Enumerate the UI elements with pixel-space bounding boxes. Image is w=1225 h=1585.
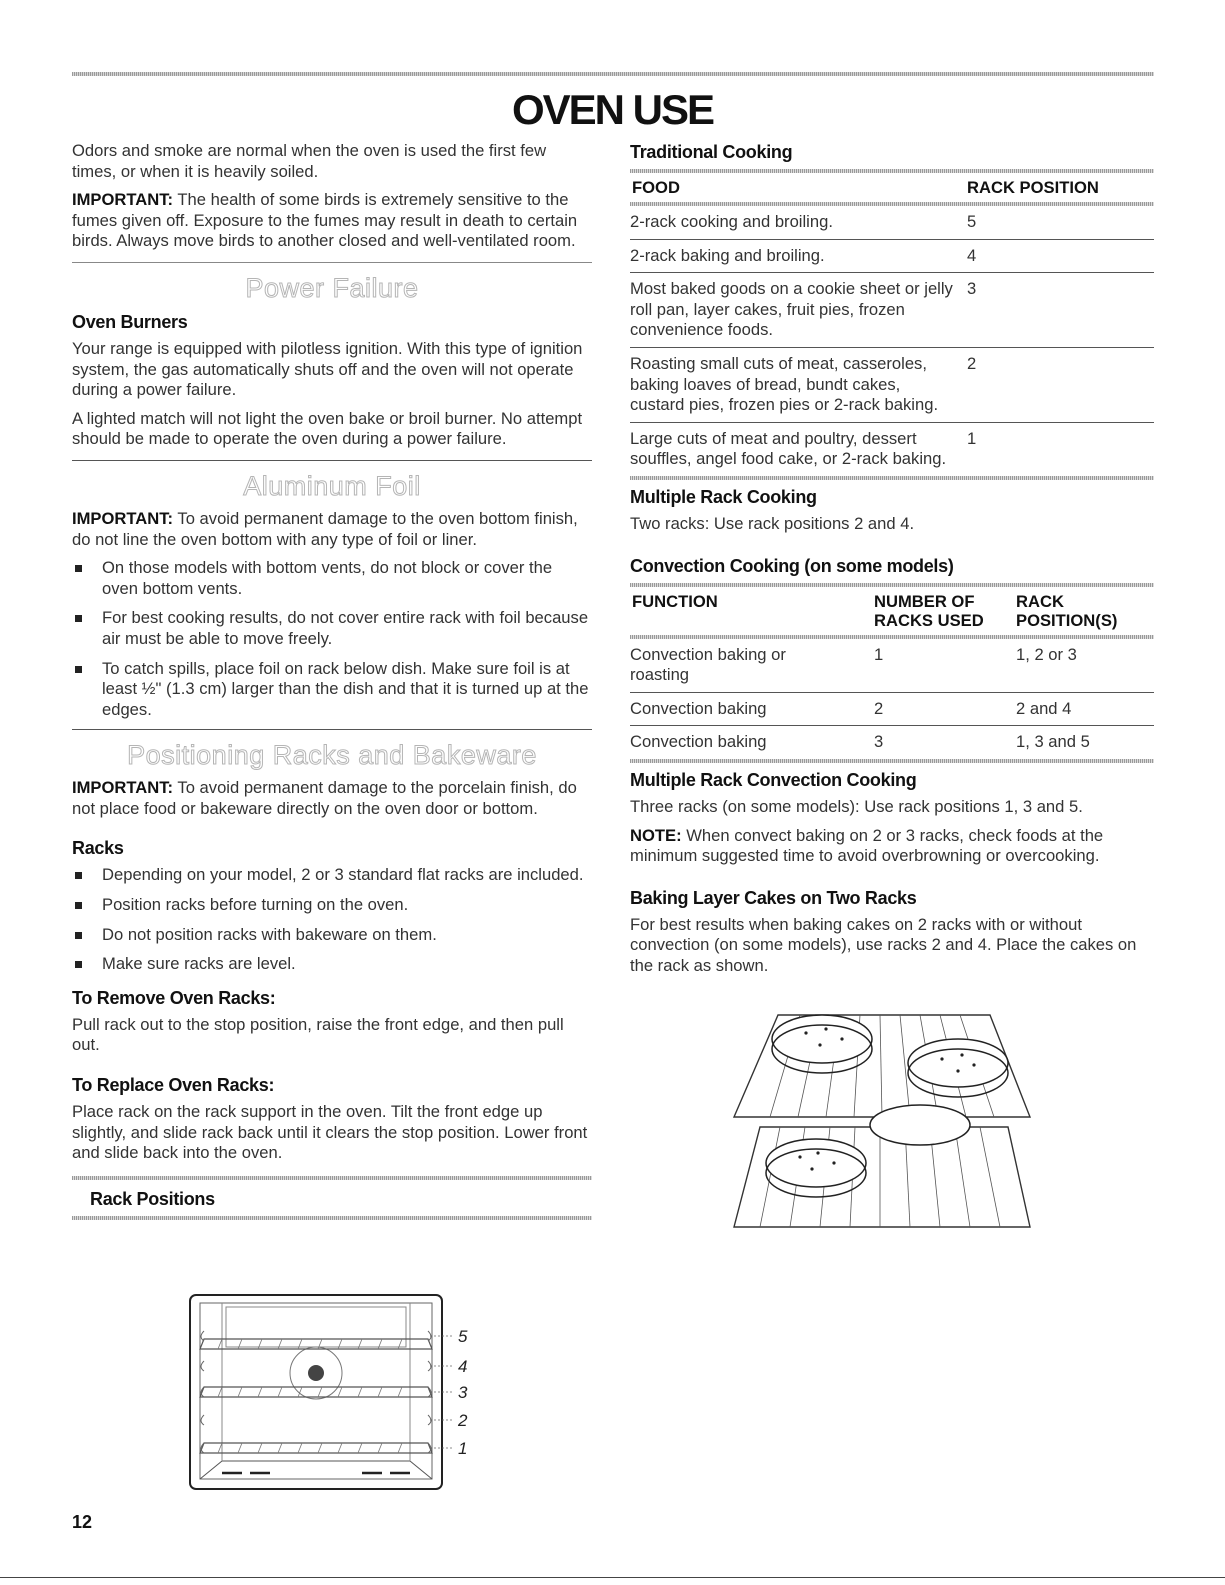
rack-label-3: 3 xyxy=(458,1383,468,1402)
bottom-rule xyxy=(0,1577,1225,1578)
rack-label-5: 5 xyxy=(458,1327,468,1346)
layer-cakes-heading: Baking Layer Cakes on Two Racks xyxy=(630,887,917,908)
positioning-important xyxy=(72,778,592,819)
replace-racks-heading: To Replace Oven Racks: xyxy=(72,1075,275,1096)
rack-positions-heading: Rack Positions xyxy=(90,1188,215,1209)
oven-burners-p1: Your range is equipped with pilotless ignition. With this type of ignition system, the gas automatically shuts off and the oven will not operate during a power failure. xyxy=(72,338,583,400)
divider xyxy=(72,262,592,263)
important-label: IMPORTANT: xyxy=(72,190,174,210)
rack-cell: 3 xyxy=(967,273,1154,348)
list-item: Do not position racks with bakeware on them. xyxy=(72,925,592,946)
list-item: For best cooking results, do not cover entire rack with foil because air must be able to move freely. xyxy=(72,608,592,649)
food-cell: Roasting small cuts of meat, casseroles, baking loaves of bread, bundt cakes, custard pies, frozen pies or 2-rack baking. xyxy=(630,347,967,422)
foil-list xyxy=(72,558,592,720)
rack-cell: 2 and 4 xyxy=(1016,692,1154,726)
table-row xyxy=(630,639,1154,693)
number-cell: 2 xyxy=(874,692,1016,726)
list-item: To catch spills, place foil on rack below dish. Make sure foil is at least ½" (1.3 cm) larger than the dish and that it is turned up at the edges. xyxy=(72,659,592,721)
col-number-of-racks: NUMBER OF RACKS USED xyxy=(874,591,984,630)
layer-cakes-text: For best results when baking cakes on 2 racks with or without convection (on some models), use racks 2 and 4. Place the cakes on the rack as shown. xyxy=(630,914,1137,975)
dotted-rule xyxy=(72,1216,592,1220)
list-item: On those models with bottom vents, do not block or cover the oven bottom vents. xyxy=(72,558,592,599)
top-rule xyxy=(72,72,1154,76)
right-column xyxy=(630,141,1154,984)
col-food: FOOD xyxy=(632,178,680,197)
table-row xyxy=(630,726,1154,759)
table-row xyxy=(630,347,1154,422)
important-text: To avoid permanent damage to the porcelain finish, do not place food or bakeware directly on the oven door or bottom. xyxy=(72,778,577,818)
table-row xyxy=(630,692,1154,726)
power-failure-heading: Power Failure xyxy=(245,272,419,303)
remove-racks-text: Pull rack out to the stop position, raise the front edge, and then pull out. xyxy=(72,1014,564,1055)
table-header-row xyxy=(630,587,1154,635)
number-cell: 1 xyxy=(874,639,1016,693)
divider xyxy=(72,729,592,730)
col-function: FUNCTION xyxy=(632,591,718,611)
replace-racks-text: Place rack on the rack support in the oven. Tilt the front edge up slightly, and slide rack back until it clears the stop position. Lower front and slide back into the oven. xyxy=(72,1102,588,1163)
col-rack-position: RACK POSITION xyxy=(967,178,1099,197)
oven-rack-diagram xyxy=(182,1291,502,1496)
convection-note xyxy=(630,826,1154,867)
layer-cakes-diagram xyxy=(730,1007,1040,1237)
food-cell: Most baked goods on a cookie sheet or jelly roll pan, layer cakes, fruit pies, frozen convenience foods. xyxy=(630,273,967,348)
list-item: Depending on your model, 2 or 3 standard flat racks are included. xyxy=(72,865,592,886)
rack-cell: 1, 3 and 5 xyxy=(1016,732,1090,752)
col-rack-positions: RACK POSITION(S) xyxy=(1016,591,1118,630)
table-row xyxy=(630,206,1154,239)
oven-burners-heading: Oven Burners xyxy=(72,311,188,332)
racks-list xyxy=(72,865,592,974)
table-row xyxy=(630,239,1154,273)
important-label: IMPORTANT: xyxy=(72,778,174,798)
function-cell: Convection baking or roasting xyxy=(630,639,874,693)
note-label: NOTE: xyxy=(630,825,682,845)
table-header-row xyxy=(630,173,1154,202)
positioning-heading: Positioning Racks and Bakeware xyxy=(127,740,537,771)
convection-table xyxy=(630,587,1154,759)
important-text: To avoid permanent damage to the oven bottom finish, do not line the oven bottom with any type of foil or liner. xyxy=(72,508,578,549)
function-cell: Convection baking xyxy=(630,692,874,726)
rack-label-4: 4 xyxy=(458,1357,468,1376)
table-row xyxy=(630,273,1154,348)
multiple-rack-heading: Multiple Rack Cooking xyxy=(630,486,817,507)
foil-important xyxy=(72,509,592,550)
rack-cell: 2 xyxy=(967,347,1154,422)
dotted-rule xyxy=(630,759,1154,763)
function-cell: Convection baking xyxy=(630,732,767,752)
convection-heading: Convection Cooking (on some models) xyxy=(630,555,954,576)
rack-cell: 5 xyxy=(967,206,1154,239)
note-text: When convect baking on 2 or 3 racks, check foods at the minimum suggested time to avoid overbrowning or overcooking. xyxy=(630,825,1104,866)
rack-cell: 4 xyxy=(967,239,1154,273)
number-cell: 3 xyxy=(874,732,884,752)
rack-label-1: 1 xyxy=(458,1439,468,1458)
multi-convection-heading: Multiple Rack Convection Cooking xyxy=(630,769,917,790)
divider xyxy=(72,460,592,461)
rack-label-2: 2 xyxy=(458,1411,468,1430)
page-title: OVEN USE xyxy=(511,86,714,133)
left-column xyxy=(72,141,592,1458)
oven-burners-p2: A lighted match will not light the oven bake or broil burner. No attempt should be made to operate the oven during a power failure. xyxy=(72,408,583,449)
intro-paragraph: Odors and smoke are normal when the oven is used the first few times, or when it is heavily soiled. xyxy=(72,141,547,181)
dotted-rule xyxy=(630,476,1154,480)
dotted-rule xyxy=(72,1176,592,1180)
important-label: IMPORTANT: xyxy=(72,508,174,528)
table-row xyxy=(630,422,1154,476)
page-number: 12 xyxy=(72,1512,93,1532)
food-cell: 2-rack baking and broiling. xyxy=(630,239,967,273)
traditional-cooking-table xyxy=(630,173,1154,476)
rack-cell: 1 xyxy=(967,428,977,448)
aluminum-foil-heading: Aluminum Foil xyxy=(243,470,421,501)
rack-cell: 1, 2 or 3 xyxy=(1016,639,1154,693)
food-cell: 2-rack cooking and broiling. xyxy=(630,206,967,239)
multi-convection-text: Three racks (on some models): Use rack positions 1, 3 and 5. xyxy=(630,796,1083,816)
birds-warning xyxy=(72,190,592,252)
remove-racks-heading: To Remove Oven Racks: xyxy=(72,987,276,1008)
list-item: Position racks before turning on the oven. xyxy=(72,895,592,916)
multiple-rack-text: Two racks: Use rack positions 2 and 4. xyxy=(630,513,915,533)
food-cell: Large cuts of meat and poultry, dessert souffles, angel food cake, or 2-rack baking. xyxy=(630,428,947,469)
traditional-cooking-heading: Traditional Cooking xyxy=(630,142,793,162)
list-item: Make sure racks are level. xyxy=(72,954,592,975)
racks-heading: Racks xyxy=(72,838,124,859)
important-text: The health of some birds is extremely sensitive to the fumes given off. Exposure to the fumes may result in death to certain birds. Always move birds to another closed and well-ventilated room. xyxy=(72,190,578,251)
